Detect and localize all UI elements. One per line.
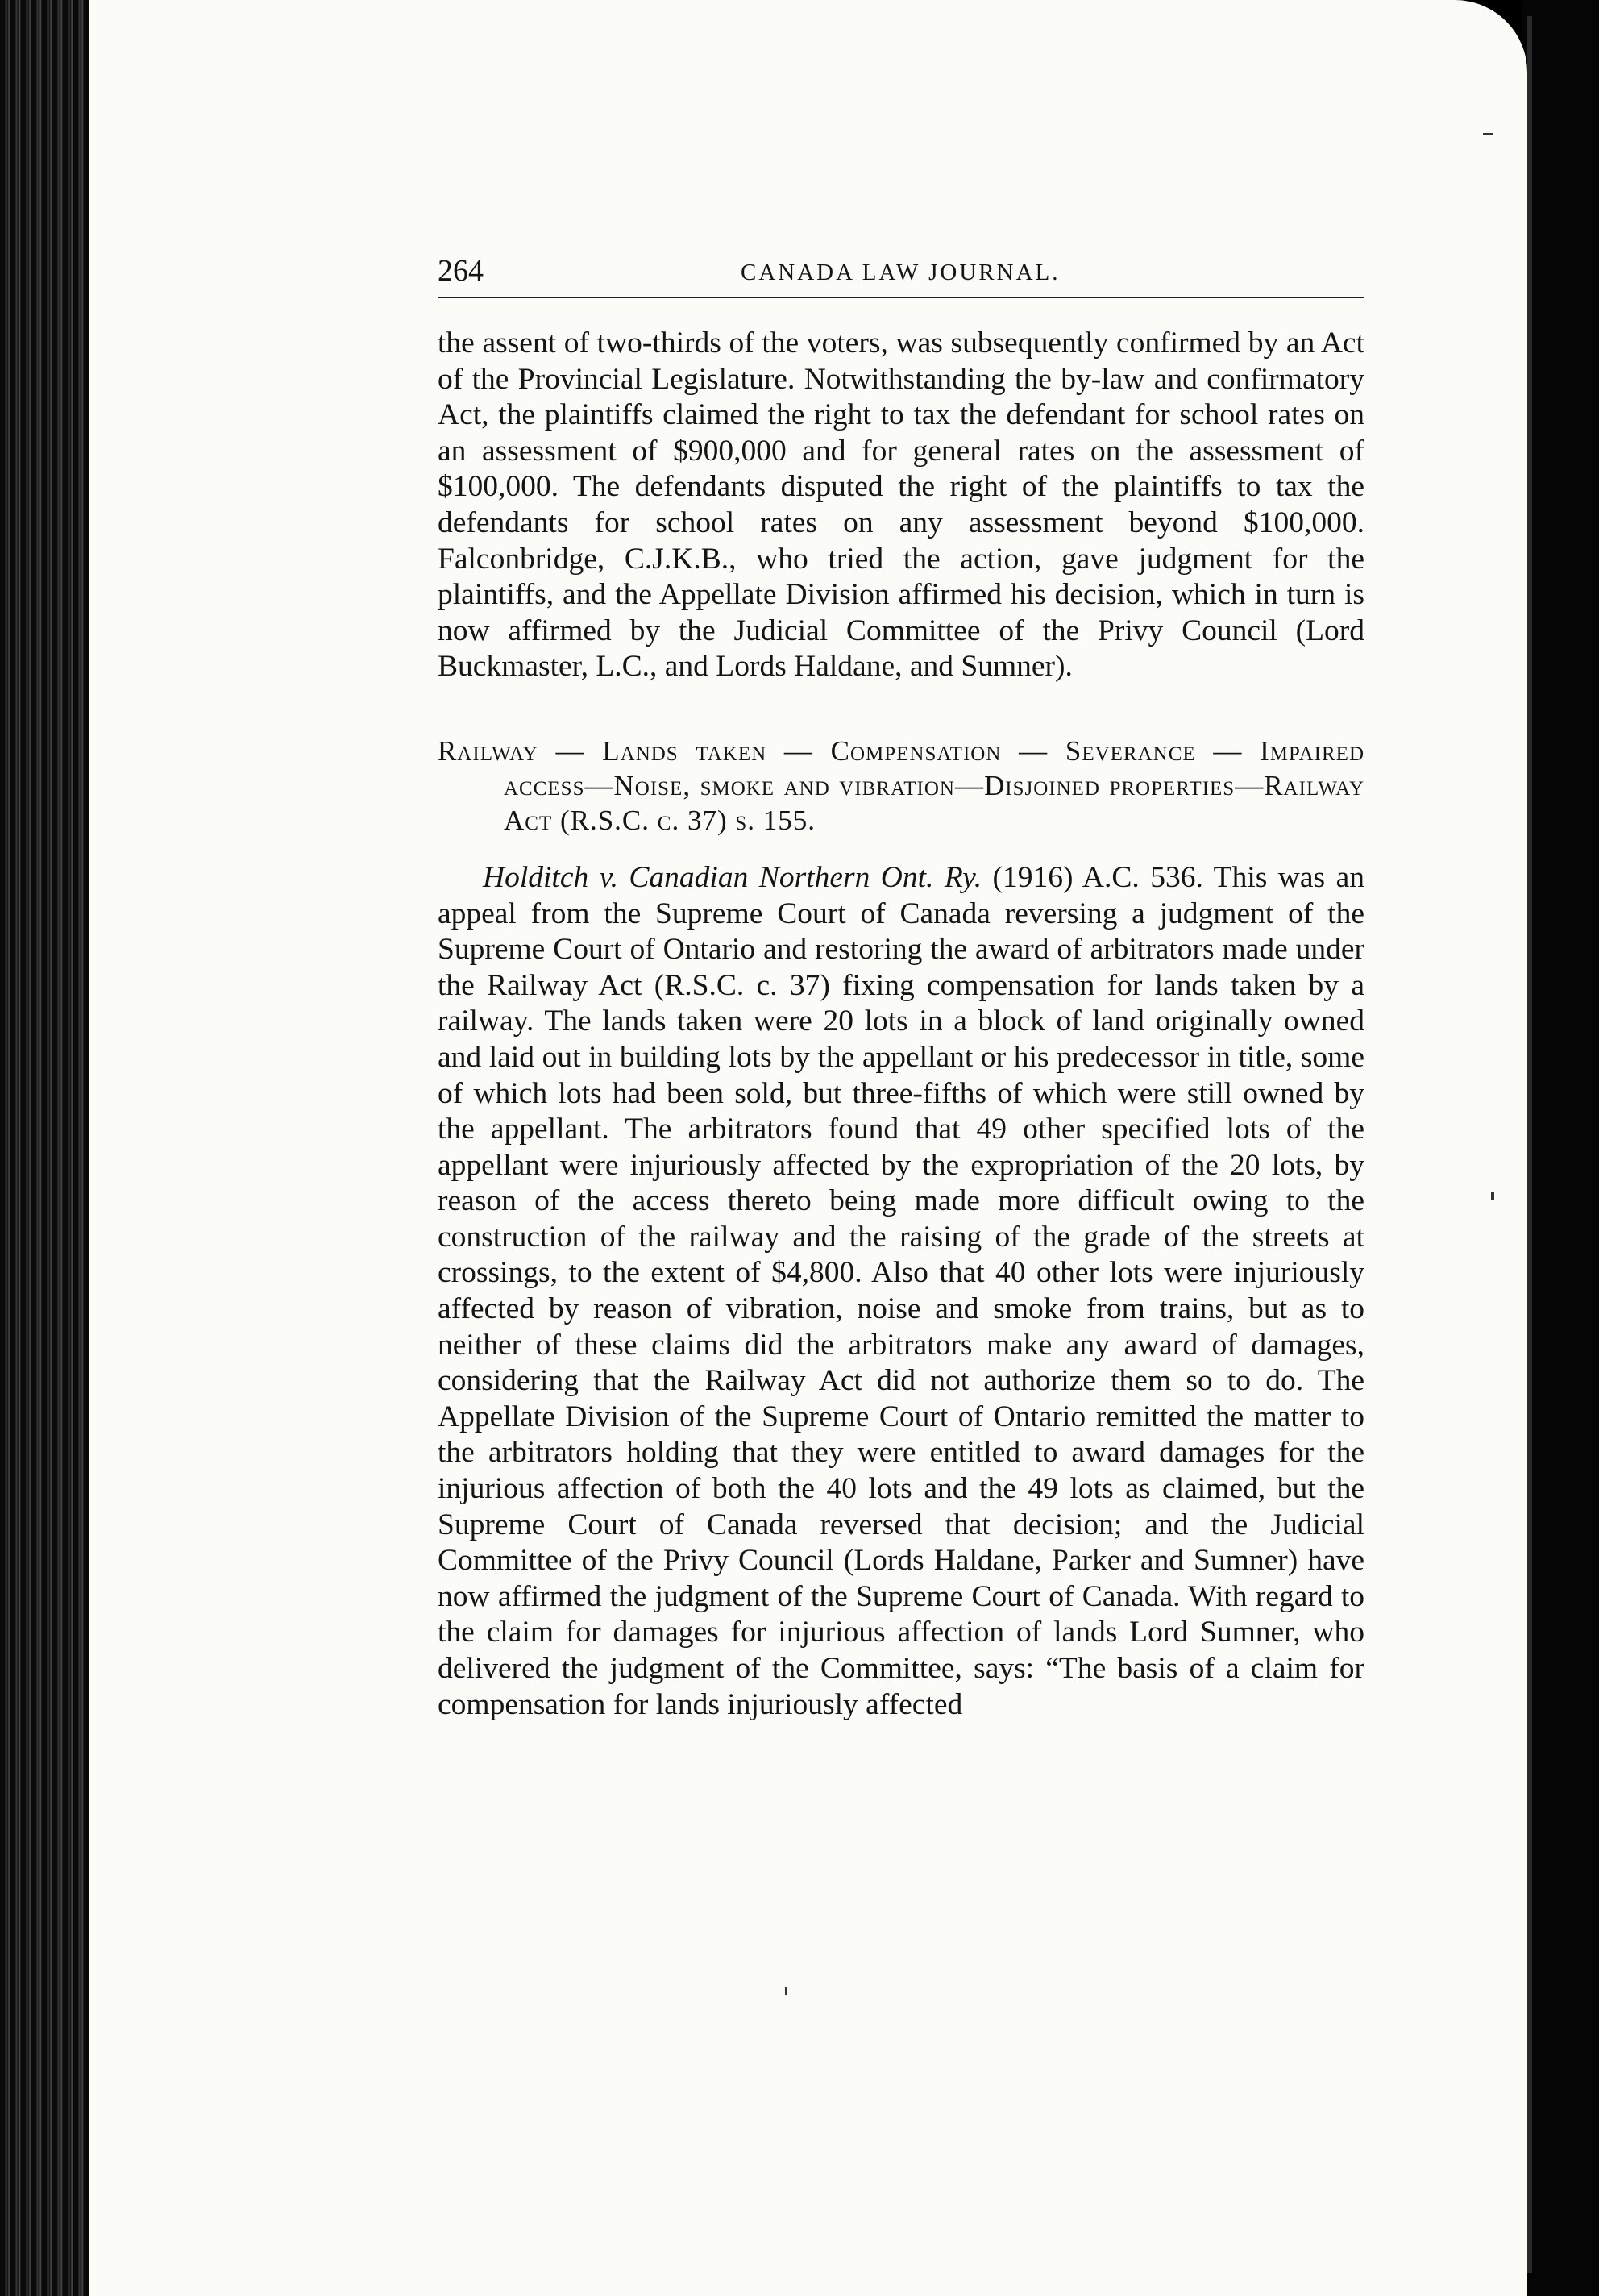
case-headnote: Railway — Lands taken — Compensation — Severance — Impaired access—Noise, smoke and vibration—Disjoined properties—Railway Act (R.S.C. c. 37) s. 155.	[438, 734, 1364, 836]
book-binding-edge	[0, 0, 95, 2296]
case-body: (1916) A.C. 536. This was an appeal from the Supreme Court of Canada reversing a judgment of the Supreme Court of Ontario and restoring the award of arbitrators made under the Railway Act (R.S.C. c. 37) fixing compensation for lands taken by a railway. The lands taken were 20 lots in a block of land originally owned and laid out in building lots by the appellant or his predecessor in title, some of which lots had been sold, but three-fifths of which were still owned by the appellant. The arbitrators found that 49 other specified lots of the appellant were injuriously affected by the expropriation of the 20 lots, by reason of the access thereto being made more difficult owing to the construction of the railway and the raising of the grade of the streets at crossings, to the extent of $4,800. Also that 40 other lots were injuriously affected by reason of vibration, noise and smoke from trains, but as to neither of these claims did the arbitrators make any award of damages, considering that the Railway Act did not authorize them so to do. The Appellate Division of the Supreme Court of Ontario remitted the matter to the arbitrators holding that they were entitled to award damages for the injurious affection of both the 40 lots and the 49 lots as claimed, but the Supreme Court of Canada reversed that decision; and the Judicial Committee of the Privy Council (Lords Haldane, Parker and Sumner) have now affirmed the judgment of the Supreme Court of Canada. With regard to the claim for damages for injurious affection of lands Lord Sumner, who delivered the judgment of the Committee, says: “The basis of a claim for compensation for lands injuriously affected	[438, 860, 1364, 1721]
case-paragraph	[438, 860, 1364, 1723]
scan-speck	[1483, 133, 1493, 135]
scan-background-right	[1522, 0, 1599, 2296]
journal-title: CANADA LAW JOURNAL.	[741, 260, 1061, 285]
running-head	[438, 250, 1364, 295]
page-content	[438, 250, 1364, 1723]
page-edge-shadow	[1527, 16, 1532, 2273]
scan-speck	[1491, 1192, 1494, 1200]
header-rule	[438, 297, 1364, 298]
page-number: 264	[438, 254, 484, 288]
scan-speck	[785, 1987, 787, 1995]
paragraph-continued: the assent of two-thirds of the voters, was subsequently confirmed by an Act of the Provincial Legislature. Notwithstanding the by-law and confirmatory Act, the plaintiffs claimed the right to tax the defendant for school rates on an assessment of $900,000 and for general rates on the assessment of $100,000. The defendants disputed the right of the plaintiffs to tax the defendants for school rates on any assessment beyond $100,000. Falconbridge, C.J.K.B., who tried the action, gave judgment for the plaintiffs, and the Appellate Division affirmed his decision, which in turn is now affirmed by the Judicial Committee of the Privy Council (Lord Buckmaster, L.C., and Lords Haldane, and Sumner).	[438, 327, 1364, 684]
case-name: Holditch v. Canadian Northern Ont. Ry.	[483, 860, 982, 894]
